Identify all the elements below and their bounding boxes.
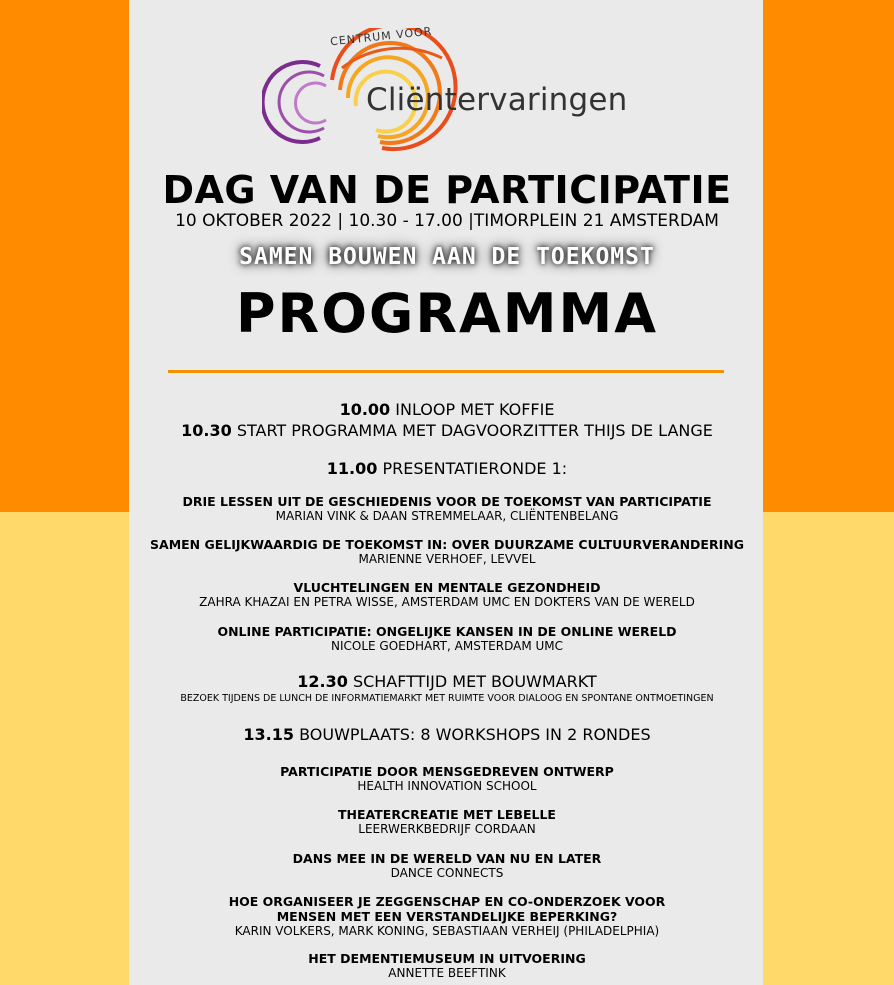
time-label: 11.00 [326, 459, 378, 478]
workshop-title: DANS MEE IN DE WERELD VAN NU EN LATER [292, 851, 602, 866]
workshop-host: HEALTH INNOVATION SCHOOL [357, 779, 537, 793]
schedule-item-1100 [0, 459, 894, 478]
logo-small-text: CENTRUM VOOR [329, 24, 433, 49]
workshop-title: HOE ORGANISEER JE ZEGGENSCHAP EN CO-ONDERZOEK VOOR [228, 894, 666, 909]
time-label: 13.15 [243, 725, 294, 744]
event-title: DAG VAN DE PARTICIPATIE [162, 168, 732, 212]
workshop-host: DANCE CONNECTS [390, 866, 504, 880]
event-subtitle: SAMEN BOUWEN AAN DE TOEKOMST [239, 244, 655, 270]
workshop-host: KARIN VOLKERS, MARK KONING, SEBASTIAAN VERHEIJ (PHILADELPHIA) [234, 924, 660, 938]
time-text: INLOOP MET KOFFIE [395, 400, 555, 419]
session-title: DRIE LESSEN UIT DE GESCHIEDENIS VOOR DE TOEKOMST VAN PARTICIPATIE [182, 494, 712, 509]
workshop-host: LEERWERKBEDRIJF CORDAAN [358, 822, 536, 836]
workshop-title: PARTICIPATIE DOOR MENSGEDREVEN ONTWERP [280, 764, 614, 779]
time-text: START PROGRAMMA MET DAGVOORZITTER THIJS DE LANGE [236, 421, 713, 440]
programma-heading: PROGRAMMA [235, 282, 659, 345]
event-dateline: 10 OKTOBER 2022 | 10.30 - 17.00 |TIMORPLEIN 21 AMSTERDAM [175, 211, 719, 231]
time-label: 12.30 [297, 672, 348, 691]
divider-rule [168, 370, 724, 373]
session-speakers: MARIAN VINK & DAAN STREMMELAAR, CLIËNTENBELANG [275, 509, 619, 523]
workshop-title: THEATERCREATIE MET LEBELLE [338, 807, 556, 822]
schedule-item-1000 [0, 400, 894, 419]
workshop-title: HET DEMENTIEMUSEUM IN UITVOERING [308, 951, 586, 966]
logo-text: Cliëntervaringen [366, 82, 628, 118]
session-speakers: NICOLE GOEDHART, AMSTERDAM UMC [331, 639, 563, 653]
workshop-title-line2: MENSEN MET EEN VERSTANDELIJKE BEPERKING? [276, 909, 618, 924]
time-text: SCHAFTTIJD MET BOUWMARKT [352, 672, 597, 691]
time-label: 10.00 [339, 400, 391, 419]
time-text: BOUWPLAATS: 8 WORKSHOPS IN 2 RONDES [299, 725, 651, 744]
schedule-item-1315 [0, 725, 894, 744]
schedule-item-1030 [0, 421, 894, 440]
session-title: VLUCHTELINGEN EN MENTALE GEZONDHEID [293, 580, 601, 595]
lunch-note: BEZOEK TIJDENS DE LUNCH DE INFORMATIEMARKT MET RUIMTE VOOR DIALOOG EN SPONTANE ONTMOETINGEN [180, 693, 714, 704]
session-speakers: ZAHRA KHAZAI EN PETRA WISSE, AMSTERDAM UMC EN DOKTERS VAN DE WERELD [199, 595, 695, 609]
session-speakers: MARIENNE VERHOEF, LEVVEL [358, 552, 536, 566]
schedule-item-1230 [0, 672, 894, 691]
session-title: SAMEN GELIJKWAARDIG DE TOEKOMST IN: OVER DUURZAME CULTUURVERANDERING [150, 537, 744, 552]
workshop-host: ANNETTE BEEFTINK [388, 966, 506, 980]
time-text: PRESENTATIERONDE 1: [382, 459, 568, 478]
session-title: ONLINE PARTICIPATIE: ONGELIJKE KANSEN IN DE ONLINE WERELD [217, 624, 677, 639]
time-label: 10.30 [181, 421, 232, 440]
